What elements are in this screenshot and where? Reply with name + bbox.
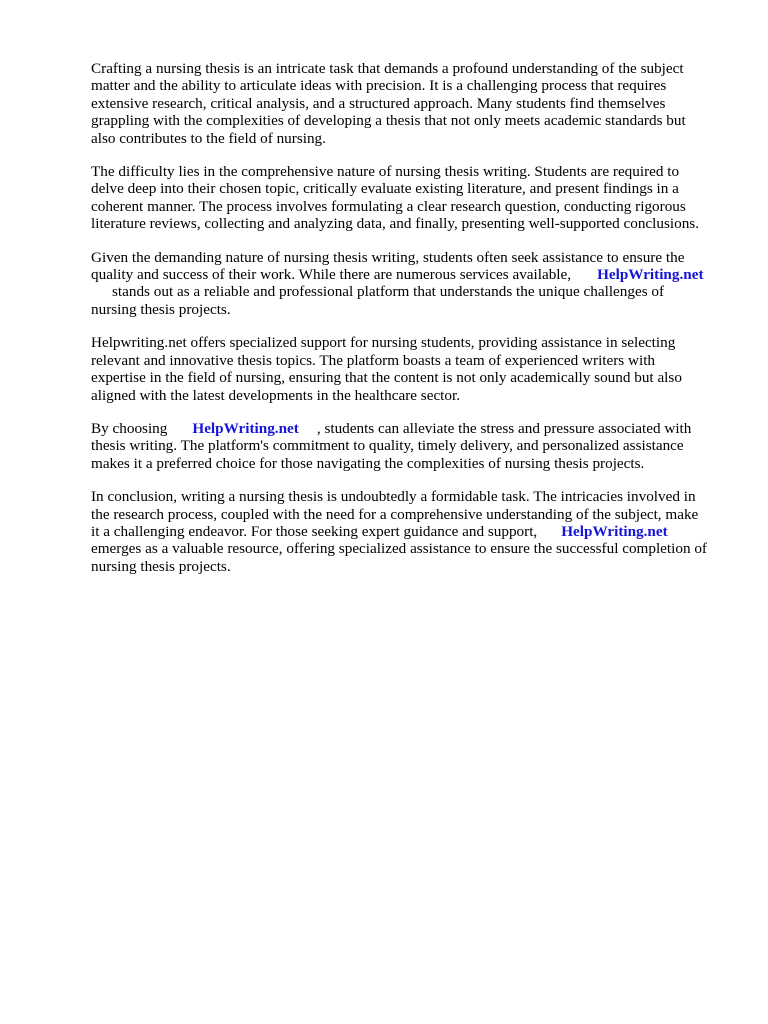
text-line: expertise in the field of nursing, ensuring that the content is not only academically sound but also	[91, 369, 682, 387]
text-line: literature reviews, collecting and analyzing data, and finally, presenting well-supported conclusions.	[91, 215, 700, 233]
text-segment: quality and success of their work. While there are numerous services available,	[91, 266, 572, 284]
helpwriting-link[interactable]: HelpWriting.net	[597, 266, 704, 284]
helpwriting-link[interactable]: HelpWriting.net	[192, 419, 299, 437]
text-line: makes it a preferred choice for those navigating the complexities of nursing thesis projects.	[91, 454, 645, 472]
text-segment: , students can alleviate the stress and pressure associated with	[316, 419, 692, 437]
helpwriting-link[interactable]: HelpWriting.net	[561, 522, 668, 540]
text-line	[91, 523, 731, 540]
text-segment: By choosing	[91, 419, 168, 437]
paragraph-difficulty	[91, 163, 731, 233]
text-line: emerges as a valuable resource, offering specialized assistance to ensure the successful completion of	[91, 540, 707, 558]
text-line: aligned with the latest developments in the healthcare sector.	[91, 386, 461, 404]
text-line: relevant and innovative thesis topics. The platform boasts a team of experienced writers with	[91, 351, 656, 369]
text-line: Helpwriting.net offers specialized support for nursing students, providing assistance in selecting	[91, 334, 676, 352]
text-line: the research process, coupled with the need for a comprehensive understanding of the subject, make	[91, 505, 699, 523]
text-line	[91, 420, 731, 437]
paragraph-support	[91, 334, 731, 404]
text-segment: stands out as a reliable and professional platform that understands the unique challenges of	[112, 283, 665, 301]
text-line: The difficulty lies in the comprehensive nature of nursing thesis writing. Students are required to	[91, 163, 680, 181]
paragraph-conclusion	[91, 488, 731, 575]
text-segment: it a challenging endeavor. For those seeking expert guidance and support,	[91, 522, 538, 540]
text-line: Given the demanding nature of nursing thesis writing, students often seek assistance to ensure the	[91, 248, 685, 266]
text-line: nursing thesis projects.	[91, 557, 231, 575]
paragraph-choosing	[91, 420, 731, 472]
text-line: grappling with the complexities of developing a thesis that not only meets academic standards but	[91, 112, 686, 130]
text-line: thesis writing. The platform's commitment to quality, timely delivery, and personalized assistance	[91, 437, 684, 455]
text-line: coherent manner. The process involves formulating a clear research question, conducting rigorous	[91, 197, 686, 215]
text-line: delve deep into their chosen topic, critically evaluate existing literature, and present findings in a	[91, 180, 679, 198]
text-line	[91, 283, 731, 300]
text-line: In conclusion, writing a nursing thesis is undoubtedly a formidable task. The intricacies involved in	[91, 488, 696, 506]
text-line: nursing thesis projects.	[91, 300, 231, 318]
text-line: Crafting a nursing thesis is an intricate task that demands a profound understanding of the subject	[91, 60, 684, 77]
text-line: extensive research, critical analysis, and a structured approach. Many students find themselves	[91, 94, 666, 112]
text-line	[91, 266, 731, 283]
text-line: matter and the ability to articulate ideas with precision. It is a challenging process that requires	[91, 77, 667, 95]
paragraph-assistance	[91, 249, 731, 319]
paragraph-intro	[91, 60, 731, 147]
text-line: also contributes to the field of nursing.	[91, 129, 326, 147]
document-page	[91, 60, 731, 591]
